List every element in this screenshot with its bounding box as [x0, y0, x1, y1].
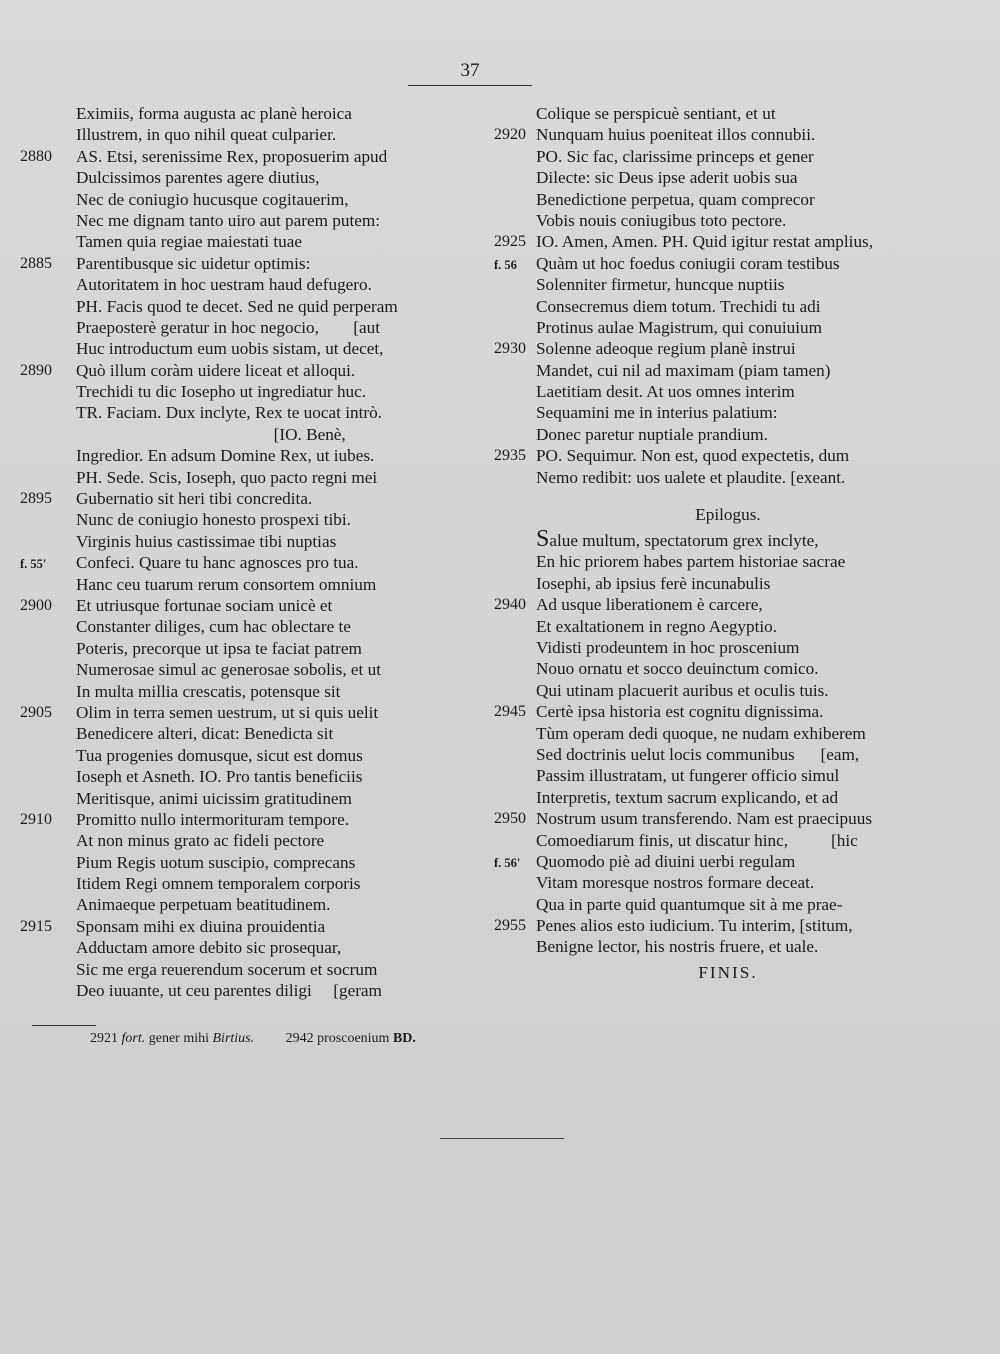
verse-text: Ad usque liberationem è carcere,	[536, 595, 763, 615]
line-number: 2905	[20, 703, 52, 721]
verse-text: Nemo redibit: uos ualete et plaudite. [exeant.	[536, 467, 846, 487]
verse-text: Vitam moresque nostros formare deceat.	[536, 873, 815, 893]
verse-text: IO. Amen, Amen. PH. Quid igitur restat amplius,	[536, 232, 874, 252]
verse-text: Solenniter firmetur, huncque nuptiis	[536, 275, 785, 295]
verse-line	[480, 381, 920, 402]
verse-text: Ingredior. En adsum Domine Rex, ut iubes.	[76, 446, 375, 466]
verse-text: Animaeque perpetuam beatitudinem.	[76, 895, 331, 915]
verse-line	[480, 467, 920, 488]
verse-line	[20, 723, 460, 744]
verse-text: Dulcissimos parentes agere diutius,	[76, 168, 320, 188]
verse-text: Dilecte: sic Deus ipse aderit uobis sua	[536, 168, 798, 188]
verse-text: Trechidi tu dic Iosepho ut ingrediatur huc.	[76, 382, 367, 402]
verse-line	[20, 830, 460, 851]
verse-text: AS. Etsi, serenissime Rex, proposuerim apud	[76, 146, 388, 166]
verse-line	[480, 253, 920, 274]
verse-line	[20, 616, 460, 637]
line-number: 2895	[20, 490, 52, 508]
line-number: 2950	[494, 810, 526, 828]
verse-line	[20, 766, 460, 787]
folio-marker: f. 55'	[20, 557, 47, 572]
line-number: 2945	[494, 703, 526, 721]
verse-text: Autoritatem in hoc uestram haud defugero.	[76, 275, 372, 295]
verse-line	[480, 231, 920, 252]
verse-text: Qua in parte quid quantumque sit à me prae-	[536, 894, 843, 914]
verse-text: [IO. Benè,	[76, 424, 346, 444]
verse-line	[20, 338, 460, 359]
verse-text: Numerosae simul ac generosae sobolis, et ut	[76, 660, 381, 680]
verse-line	[20, 873, 460, 894]
line-number: 2890	[20, 361, 52, 379]
verse-text: Protinus aulae Magistrum, qui conuiuium	[536, 317, 822, 337]
footnote-1-source: Birtius.	[212, 1031, 255, 1046]
verse-line	[20, 103, 460, 124]
verse-line	[20, 937, 460, 958]
verse-text: Tùm operam dedi quoque, ne nudam exhiberem	[536, 723, 866, 743]
left-column	[20, 103, 460, 1001]
verse-text: Confeci. Quare tu hanc agnosces pro tua.	[76, 553, 359, 573]
right-column	[480, 103, 920, 988]
verse-text: Huc introductum eum uobis sistam, ut decet,	[76, 339, 384, 359]
verse-text: Quàm ut hoc foedus coniugii coram testibus	[536, 253, 840, 273]
verse-text: En hic priorem habes partem historiae sacrae	[536, 552, 846, 572]
verse-text: Parentibusque sic uidetur optimis:	[76, 253, 311, 273]
footnote-1-ref: 2921	[90, 1031, 118, 1046]
drop-cap: S	[536, 526, 550, 553]
verse-line	[480, 830, 920, 851]
verse-text: Promitto nullo intermorituram tempore.	[76, 809, 350, 829]
footnote-1-italic: fort.	[121, 1031, 146, 1046]
verse-text: Benedicere alteri, dicat: Benedicta sit	[76, 724, 334, 744]
verse-text: PH. Facis quod te decet. Sed ne quid perperam	[76, 296, 398, 316]
verse-line	[480, 701, 920, 722]
verse-line	[20, 574, 460, 595]
verse-line	[480, 744, 920, 765]
verse-line	[480, 658, 920, 679]
footnote-2-text: proscoenium	[313, 1031, 393, 1046]
verse-line	[20, 788, 460, 809]
verse-text: Nec me dignam tanto uiro aut parem putem:	[76, 210, 381, 230]
verse-line	[480, 915, 920, 936]
verse-text: TR. Faciam. Dux inclyte, Rex te uocat intrò.	[76, 403, 382, 423]
line-number: 2925	[494, 233, 526, 251]
verse-text: Ioseph et Asneth. IO. Pro tantis beneficiis	[76, 767, 363, 787]
first-line-rest: alue multum, spectatorum grex inclyte,	[549, 531, 819, 551]
end-rule	[440, 1138, 564, 1139]
verse-text: Laetitiam desit. At uos omnes interim	[536, 382, 795, 402]
verse-text: In multa millia crescatis, potensque sit	[76, 681, 341, 701]
finis: FINIS.	[698, 962, 758, 982]
verse-line	[480, 124, 920, 145]
verse-line	[480, 360, 920, 381]
verse-line	[480, 210, 920, 231]
line-number: 2920	[494, 126, 526, 144]
epilogue-heading: Epilogus.	[695, 505, 761, 525]
line-number: 2885	[20, 254, 52, 272]
verse-text: Nunc de coniugio honesto prospexi tibi.	[76, 510, 351, 530]
verse-line	[480, 872, 920, 893]
verse-line	[480, 551, 920, 572]
verse-line	[20, 809, 460, 830]
verse-line	[20, 852, 460, 873]
verse-line	[480, 338, 920, 359]
verse-line	[20, 659, 460, 680]
verse-line	[480, 189, 920, 210]
verse-line	[20, 167, 460, 188]
verse-line	[20, 488, 460, 509]
verse-line	[20, 274, 460, 295]
line-number: 2915	[20, 917, 52, 935]
verse-line	[20, 360, 460, 381]
verse-line	[480, 274, 920, 295]
verse-text: Solenne adeoque regium planè instrui	[536, 339, 796, 359]
verse-line	[480, 445, 920, 466]
verse-line	[20, 146, 460, 167]
verse-line	[20, 681, 460, 702]
verse-line	[480, 167, 920, 188]
line-number: 2900	[20, 596, 52, 614]
verse-line	[20, 317, 460, 338]
verse-line	[480, 296, 920, 317]
verse-text: Deo iuuante, ut ceu parentes diligi [geram	[76, 981, 382, 1001]
verse-line	[480, 146, 920, 167]
verse-line	[20, 531, 460, 552]
verse-text: Gubernatio sit heri tibi concredita.	[76, 489, 313, 509]
folio-marker: f. 56	[494, 257, 517, 272]
line-number: 2930	[494, 340, 526, 358]
verse-text: Adductam amore debito sic prosequar,	[76, 938, 342, 958]
verse-text: Tua progenies domusque, sicut est domus	[76, 745, 363, 765]
verse-text: PH. Sede. Scis, Ioseph, quo pacto regni mei	[76, 467, 378, 487]
verse-text: Qui utinam placuerit auribus et oculis tuis.	[536, 680, 829, 700]
verse-text: Quò illum coràm uidere liceat et alloqui.	[76, 360, 356, 380]
verse-text: Donec paretur nuptiale prandium.	[536, 424, 768, 444]
verse-text: At non minus grato ac fideli pectore	[76, 831, 325, 851]
verse-line	[480, 637, 920, 658]
verse-text	[536, 526, 819, 553]
verse-text: Benedictione perpetua, quam comprecor	[536, 189, 815, 209]
verse-line	[20, 402, 460, 423]
verse-text: Virginis huius castissimae tibi nuptias	[76, 531, 337, 551]
verse-text: Passim illustratam, ut fungerer officio simul	[536, 766, 840, 786]
footnote-2-source: BD.	[392, 1031, 416, 1046]
section-gap	[480, 488, 920, 500]
footnote-2-ref: 2942	[285, 1031, 314, 1046]
verse-line	[480, 573, 920, 594]
verse-text: Nouo ornatu et socco deuinctum comico.	[536, 659, 819, 679]
verse-line	[20, 552, 460, 573]
verse-text: Illustrem, in quo nihil queat culparier.	[76, 125, 337, 145]
verse-text: Nunquam huius poeniteat illos connubii.	[536, 125, 816, 145]
line-number: 2935	[494, 447, 526, 465]
verse-line	[480, 936, 920, 957]
verse-text: Et exaltationem in regno Aegyptio.	[536, 616, 778, 636]
line-number: 2880	[20, 147, 52, 165]
verse-line	[20, 424, 460, 445]
verse-line	[20, 980, 460, 1001]
verse-text: Tamen quia regiae maiestati tuae	[76, 232, 302, 252]
page-number-rule	[408, 85, 532, 86]
verse-text: Vobis nouis coniugibus toto pectore.	[536, 210, 787, 230]
page-number: 37	[460, 60, 480, 81]
verse-text: Quomodo piè ad diuini uerbi regulam	[536, 851, 796, 871]
line-number: 2910	[20, 810, 52, 828]
verse-line	[20, 296, 460, 317]
verse-text: Nec de coniugio hucusque cogitauerim,	[76, 189, 349, 209]
verse-text: Nostrum usum transferendo. Nam est praecipuus	[536, 809, 873, 829]
verse-text: Vidisti prodeuntem in hoc proscenium	[536, 637, 800, 657]
verse-line	[480, 851, 920, 872]
verse-text: Certè ipsa historia est cognitu dignissima.	[536, 702, 824, 722]
verse-line	[20, 467, 460, 488]
verse-line	[20, 595, 460, 616]
verse-line	[20, 894, 460, 915]
footnote-1	[90, 1031, 258, 1046]
footnotes	[90, 1030, 590, 1048]
verse-text: Benigne lector, his nostris fruere, et uale.	[536, 937, 819, 957]
verse-line	[480, 723, 920, 744]
verse-text: Et utriusque fortunae sociam unicè et	[76, 595, 333, 615]
verse-line	[480, 765, 920, 786]
verse-text: Consecremus diem totum. Trechidi tu adi	[536, 296, 821, 316]
verse-line	[20, 231, 460, 252]
verse-text: PO. Sic fac, clarissime princeps et gener	[536, 146, 814, 166]
verse-text: Poteris, precorque ut ipsa te faciat patrem	[76, 638, 362, 658]
folio-marker: f. 56'	[494, 855, 521, 870]
line-number: 2940	[494, 596, 526, 614]
verse-line	[20, 210, 460, 231]
verse-line	[480, 103, 920, 124]
verse-line	[480, 787, 920, 808]
verse-text: Olim in terra semen uestrum, ut si quis uelit	[76, 702, 379, 722]
verse-line	[480, 594, 920, 615]
verse-line	[480, 317, 920, 338]
verse-text: Eximiis, forma augusta ac planè heroica	[76, 104, 352, 123]
verse-line	[20, 509, 460, 530]
verse-line	[480, 616, 920, 637]
verse-line	[20, 189, 460, 210]
verse-text: Iosephi, ab ipsius ferè incunabulis	[536, 573, 771, 593]
verse-text: Interpretis, textum sacrum explicando, et ad	[536, 787, 839, 807]
footnote-rule	[32, 1025, 96, 1026]
footnote-2	[286, 1031, 416, 1046]
verse-text: Pium Regis uotum suscipio, comprecans	[76, 852, 356, 872]
verse-text: Itidem Regi omnem temporalem corporis	[76, 874, 361, 894]
verse-line	[20, 702, 460, 723]
verse-line	[20, 745, 460, 766]
verse-text: Colique se perspicuè sentiant, et ut	[536, 104, 776, 123]
verse-text: Sed doctrinis uelut locis communibus [eam,	[536, 744, 860, 764]
verse-text: Hanc ceu tuarum rerum consortem omnium	[76, 574, 377, 594]
line-number: 2955	[494, 917, 526, 935]
verse-line	[20, 253, 460, 274]
verse-line	[20, 916, 460, 937]
verse-text: Constanter diliges, cum hac oblectare te	[76, 617, 351, 637]
verse-text: Mandet, cui nil ad maximam (piam tamen)	[536, 360, 831, 380]
verse-line	[480, 680, 920, 701]
verse-line	[20, 381, 460, 402]
verse-line	[20, 638, 460, 659]
verse-line	[20, 124, 460, 145]
verse-line	[480, 894, 920, 915]
verse-text: Praeposterè geratur in hoc negocio, [aut	[76, 317, 381, 337]
verse-text: Meritisque, animi uicissim gratitudinem	[76, 788, 352, 808]
verse-line	[480, 808, 920, 829]
verse-text: Comoediarum finis, ut discatur hinc, [hic	[536, 830, 858, 850]
verse-line	[20, 445, 460, 466]
verse-line	[20, 959, 460, 980]
footnote-1-text: gener mihi	[145, 1031, 213, 1046]
verse-text: PO. Sequimur. Non est, quod expectetis, dum	[536, 446, 850, 466]
verse-text: Sic me erga reuerendum socerum et socrum	[76, 959, 378, 979]
verse-text: Penes alios esto iudicium. Tu interim, [stitum,	[536, 916, 853, 936]
verse-line	[480, 402, 920, 423]
verse-line	[480, 424, 920, 445]
verse-text: Sequamini me in interius palatium:	[536, 403, 778, 423]
verse-line	[480, 526, 920, 553]
verse-text: Sponsam mihi ex diuina prouidentia	[76, 916, 326, 936]
